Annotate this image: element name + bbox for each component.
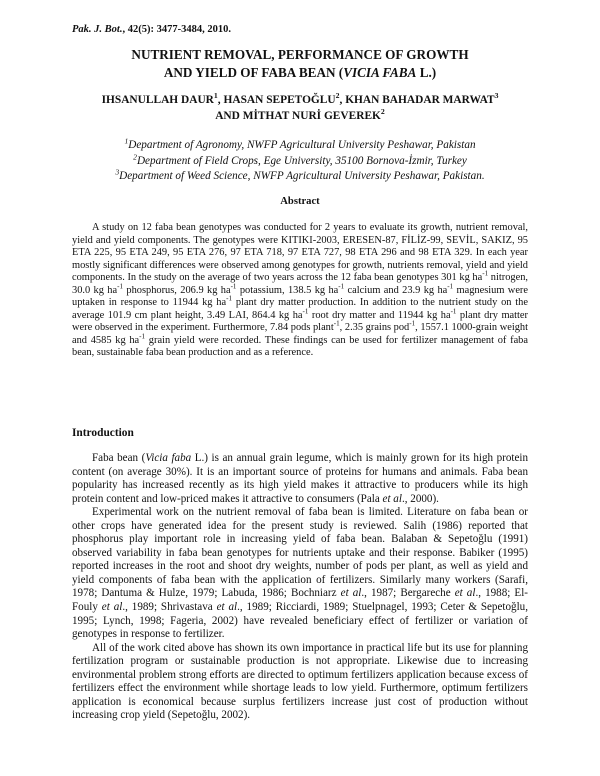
introduction-body xyxy=(72,452,528,723)
introduction-heading: Introduction xyxy=(72,427,134,439)
author-line-1: IHSANULLAH DAUR$^1$, HASAN SEPETOĞLU$^2$, KHAN BAHADAR MARWAT$^3$ xyxy=(101,91,499,106)
abstract-heading: Abstract xyxy=(280,196,320,207)
paper-title xyxy=(60,46,540,81)
intro-paragraph-2: Experimental work on the nutrient removal of faba bean is limited. Literature on faba bean or other crops have generated idea for the present study is reviewed. Salih (1986) reported that phosphorus play important role in increasing yield of faba bean. Balaban & Sepetoğlu (1991) observed variability in faba bean genotypes for nutrients uptake and their response. Babiker (1995) reported increases in the root and shoot dry weights, number of pods per plant, as well as yield and yield components of faba bean with the application of fertilizers. Similarly many workers (Sarafi, 1978; Dantuma & Hulze, 1979; Labuda, 1986; Bochniarz et al., 1987; Bergareche et al., 1988; El-Fouly et al., 1989; Shrivastava et al., 1989; Ricciardi, 1989; Stuelpnagel, 1993; Ceter & Sepetoğlu, 1995; Lynch, 1998; Fageria, 2002) have revealed beneficiary effect of fertilizer or variation of genotypes in response to fertilizer. xyxy=(72,506,528,641)
affiliation-2: $^2$Department of Field Crops, Ege University, 35100 Bornova-İzmir, Turkey xyxy=(133,151,467,167)
abstract-body: A study on 12 faba bean genotypes was conducted for 2 years to evaluate its growth, nutrient removal, yield and yield components. The genotypes were KITIKI-2003, ERESEN-87, FİLİZ-99, SEVİL, SAKIZ, 95 ETA 225, 95 ETA 249, 95 ETA 276, 97 ETA 718, 97 ETA 727, 98 ETA 296 and 98 ETA 329. In each year mostly significant differences were observed among genotypes for growth, nutrients removal, yield and yield components. In the study on the average of two years across the 12 faba bean genotypes 301 kg $ha^{-1}$ nitrogen, 30.0 kg $ha^{-1}$ phosphorus, 206.9 kg $ha^{-1}$ potassium, 138.5 kg $ha^{-1}$ calcium and 23.9 kg $ha^{-1}$ magnesium were uptaken in response to 11944 kg $ha^{-1}$ plant dry matter production. In addition to the nutrient study on the average 101.9 cm plant height, 3.49 LAI, 864.4 kg $ha^{-1}$ root dry matter and 11944 kg $ha^{-1}$ plant dry matter were observed in the experiment. Furthermore, 7.84 pods plant$^{-1}$, 2.35 grains pod$^{-1}$, 1557.1 1000-grain weight and 4585 kg $ha^{-1}$ grain yield were recorded. These findings can be used for fertilizer management of faba bean, sustainable faba bean production and as a reference. xyxy=(72,222,528,359)
intro-paragraph-3: All of the work cited above has shown its own importance in practical life but its use for planning fertilization program or sustainable production is not appropriate. Likewise due to increasing environmental problem strong efforts are directed to optimum fertilizers application because excess of fertilizers effect the environment while shortage leads to low yield. Furthermore, optimum fertilizers application is economical because surplus fertilizers increase just cost of production without increasing crop yield (Sepetoğlu, 2002). xyxy=(72,641,528,722)
title-line-2: AND YIELD OF FABA BEAN (VICIA FABA L.) xyxy=(163,64,437,80)
title-line-1: NUTRIENT REMOVAL, PERFORMANCE OF GROWTH xyxy=(131,47,469,62)
affiliation-3: $^3$Department of Weed Science, NWFP Agricultural University Peshawar, Pakistan. xyxy=(115,167,485,182)
author-line-2: AND MİTHAT NURİ GEVEREK$^2$ xyxy=(215,106,385,122)
author-list xyxy=(60,93,540,124)
affiliations xyxy=(60,138,540,185)
intro-paragraph-1: Faba bean (Vicia faba L.) is an annual grain legume, which is mainly grown for its high protein content (on average 30%). It is an important source of proteins for humans and animals. Faba bean popularity has increased recently as its high yield makes it attractive to producers while its high protein content and low-priced makes it attractive to consumers (Pala et al., 2000). xyxy=(72,452,529,505)
affiliation-1: $^1$Department of Agronomy, NWFP Agricultural University Peshawar, Pakistan xyxy=(124,136,476,151)
journal-header: Pak. J. Bot., 42(5): 3477-3484, 2010. xyxy=(72,24,231,35)
